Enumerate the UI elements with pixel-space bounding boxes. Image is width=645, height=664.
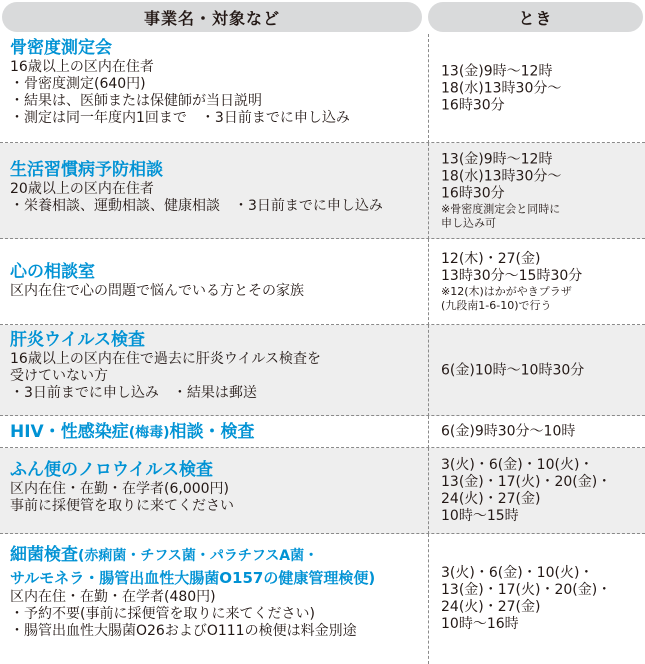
row-title: 細菌検査(赤痢菌・チフス菌・パラチフスA菌・ xyxy=(10,545,319,565)
time-line: 3(火)・6(金)・10(火)・ xyxy=(441,457,594,473)
time-cell xyxy=(428,416,645,448)
row-title: 肝炎ウイルス検査 xyxy=(10,330,145,350)
row-title: 骨密度測定会 xyxy=(10,38,112,58)
time-note: ※骨密度測定会と同時に xyxy=(441,202,561,216)
time-line: 12(木)・27(金) xyxy=(441,251,541,267)
row-bone-density xyxy=(0,34,645,143)
time-line: 13(金)9時～12時 xyxy=(441,63,553,79)
time-line: 18(水)13時30分～ xyxy=(441,80,562,96)
row-line: 区内在住で心の問題で悩んでいる方とその家族 xyxy=(10,283,304,299)
time-line: 13(金)・17(火)・20(金)・ xyxy=(441,474,612,490)
row-title-continued: サルモネラ・腸管出血性大腸菌O157の健康管理検便) xyxy=(10,569,376,587)
row-line: 16歳以上の区内在住者 xyxy=(10,59,154,75)
time-cell xyxy=(428,325,645,416)
row-line: 20歳以上の区内在住者 xyxy=(10,181,154,197)
row-bacteria-test xyxy=(0,534,645,664)
time-line: 6(金)10時～10時30分 xyxy=(441,362,585,378)
row-title: 生活習慣病予防相談 xyxy=(10,160,163,180)
time-line: 24(火)・27(金) xyxy=(441,491,541,507)
row-line: ・測定は同一年度内1回まで ・3日前までに申し込み xyxy=(10,110,350,126)
time-line: 10時～15時 xyxy=(441,508,519,524)
row-title: ふん便のノロウイルス検査 xyxy=(10,460,213,480)
row-title: HIV・性感染症(梅毒)相談・検査 xyxy=(10,422,255,442)
time-line: 24(火)・27(金) xyxy=(441,599,541,615)
header-time: とき xyxy=(428,2,643,32)
time-cell xyxy=(428,143,645,239)
time-line: 16時30分 xyxy=(441,97,505,113)
row-lifestyle-consultation xyxy=(0,143,645,239)
time-line: 16時30分 xyxy=(441,185,505,202)
time-note: ※12(木)はかがやきプラザ xyxy=(441,285,572,298)
row-line: ・予約不要(事前に採便管を取りに来てください) xyxy=(10,606,315,622)
time-line: 13時30分～15時30分 xyxy=(441,268,583,284)
row-line: 受けていない方 xyxy=(10,368,108,384)
row-line: 16歳以上の区内在住で過去に肝炎ウイルス検査を xyxy=(10,351,321,367)
time-line: 13(金)・17(火)・20(金)・ xyxy=(441,582,612,598)
time-line: 18(水)13時30分～ xyxy=(441,168,562,185)
row-line: ・栄養相談、運動相談、健康相談 ・3日前までに申し込み xyxy=(10,198,383,214)
time-cell xyxy=(428,534,645,664)
header-event-target: 事業名・対象など xyxy=(2,2,422,32)
row-line: 区内在住・在勤・在学者(480円) xyxy=(10,589,216,605)
time-line: 13(金)9時～12時 xyxy=(441,151,553,168)
row-norovirus xyxy=(0,448,645,534)
time-cell xyxy=(428,34,645,143)
row-line: 区内在住・在勤・在学者(6,000円) xyxy=(10,481,230,497)
row-hepatitis xyxy=(0,325,645,416)
time-line: 10時～16時 xyxy=(441,616,519,632)
row-line: 事前に採便管を取りに来てください xyxy=(10,498,234,514)
time-note: 申し込み可 xyxy=(441,216,496,230)
time-line: 3(火)・6(金)・10(火)・ xyxy=(441,565,594,581)
time-cell xyxy=(428,448,645,534)
row-line: ・3日前までに申し込み ・結果は郵送 xyxy=(10,385,257,401)
time-cell xyxy=(428,239,645,325)
time-line: 6(金)9時30分～10時 xyxy=(441,423,576,440)
row-line: ・腸管出血性大腸菌O26およびO111の検便は料金別途 xyxy=(10,623,357,639)
row-title: 心の相談室 xyxy=(10,262,95,282)
time-note: (九段南1-6-10)で行う xyxy=(441,299,552,312)
row-hiv xyxy=(0,416,645,448)
row-line: ・結果は、医師または保健師が当日説明 xyxy=(10,93,262,109)
row-mental-health xyxy=(0,239,645,325)
row-line: ・骨密度測定(640円) xyxy=(10,76,146,92)
